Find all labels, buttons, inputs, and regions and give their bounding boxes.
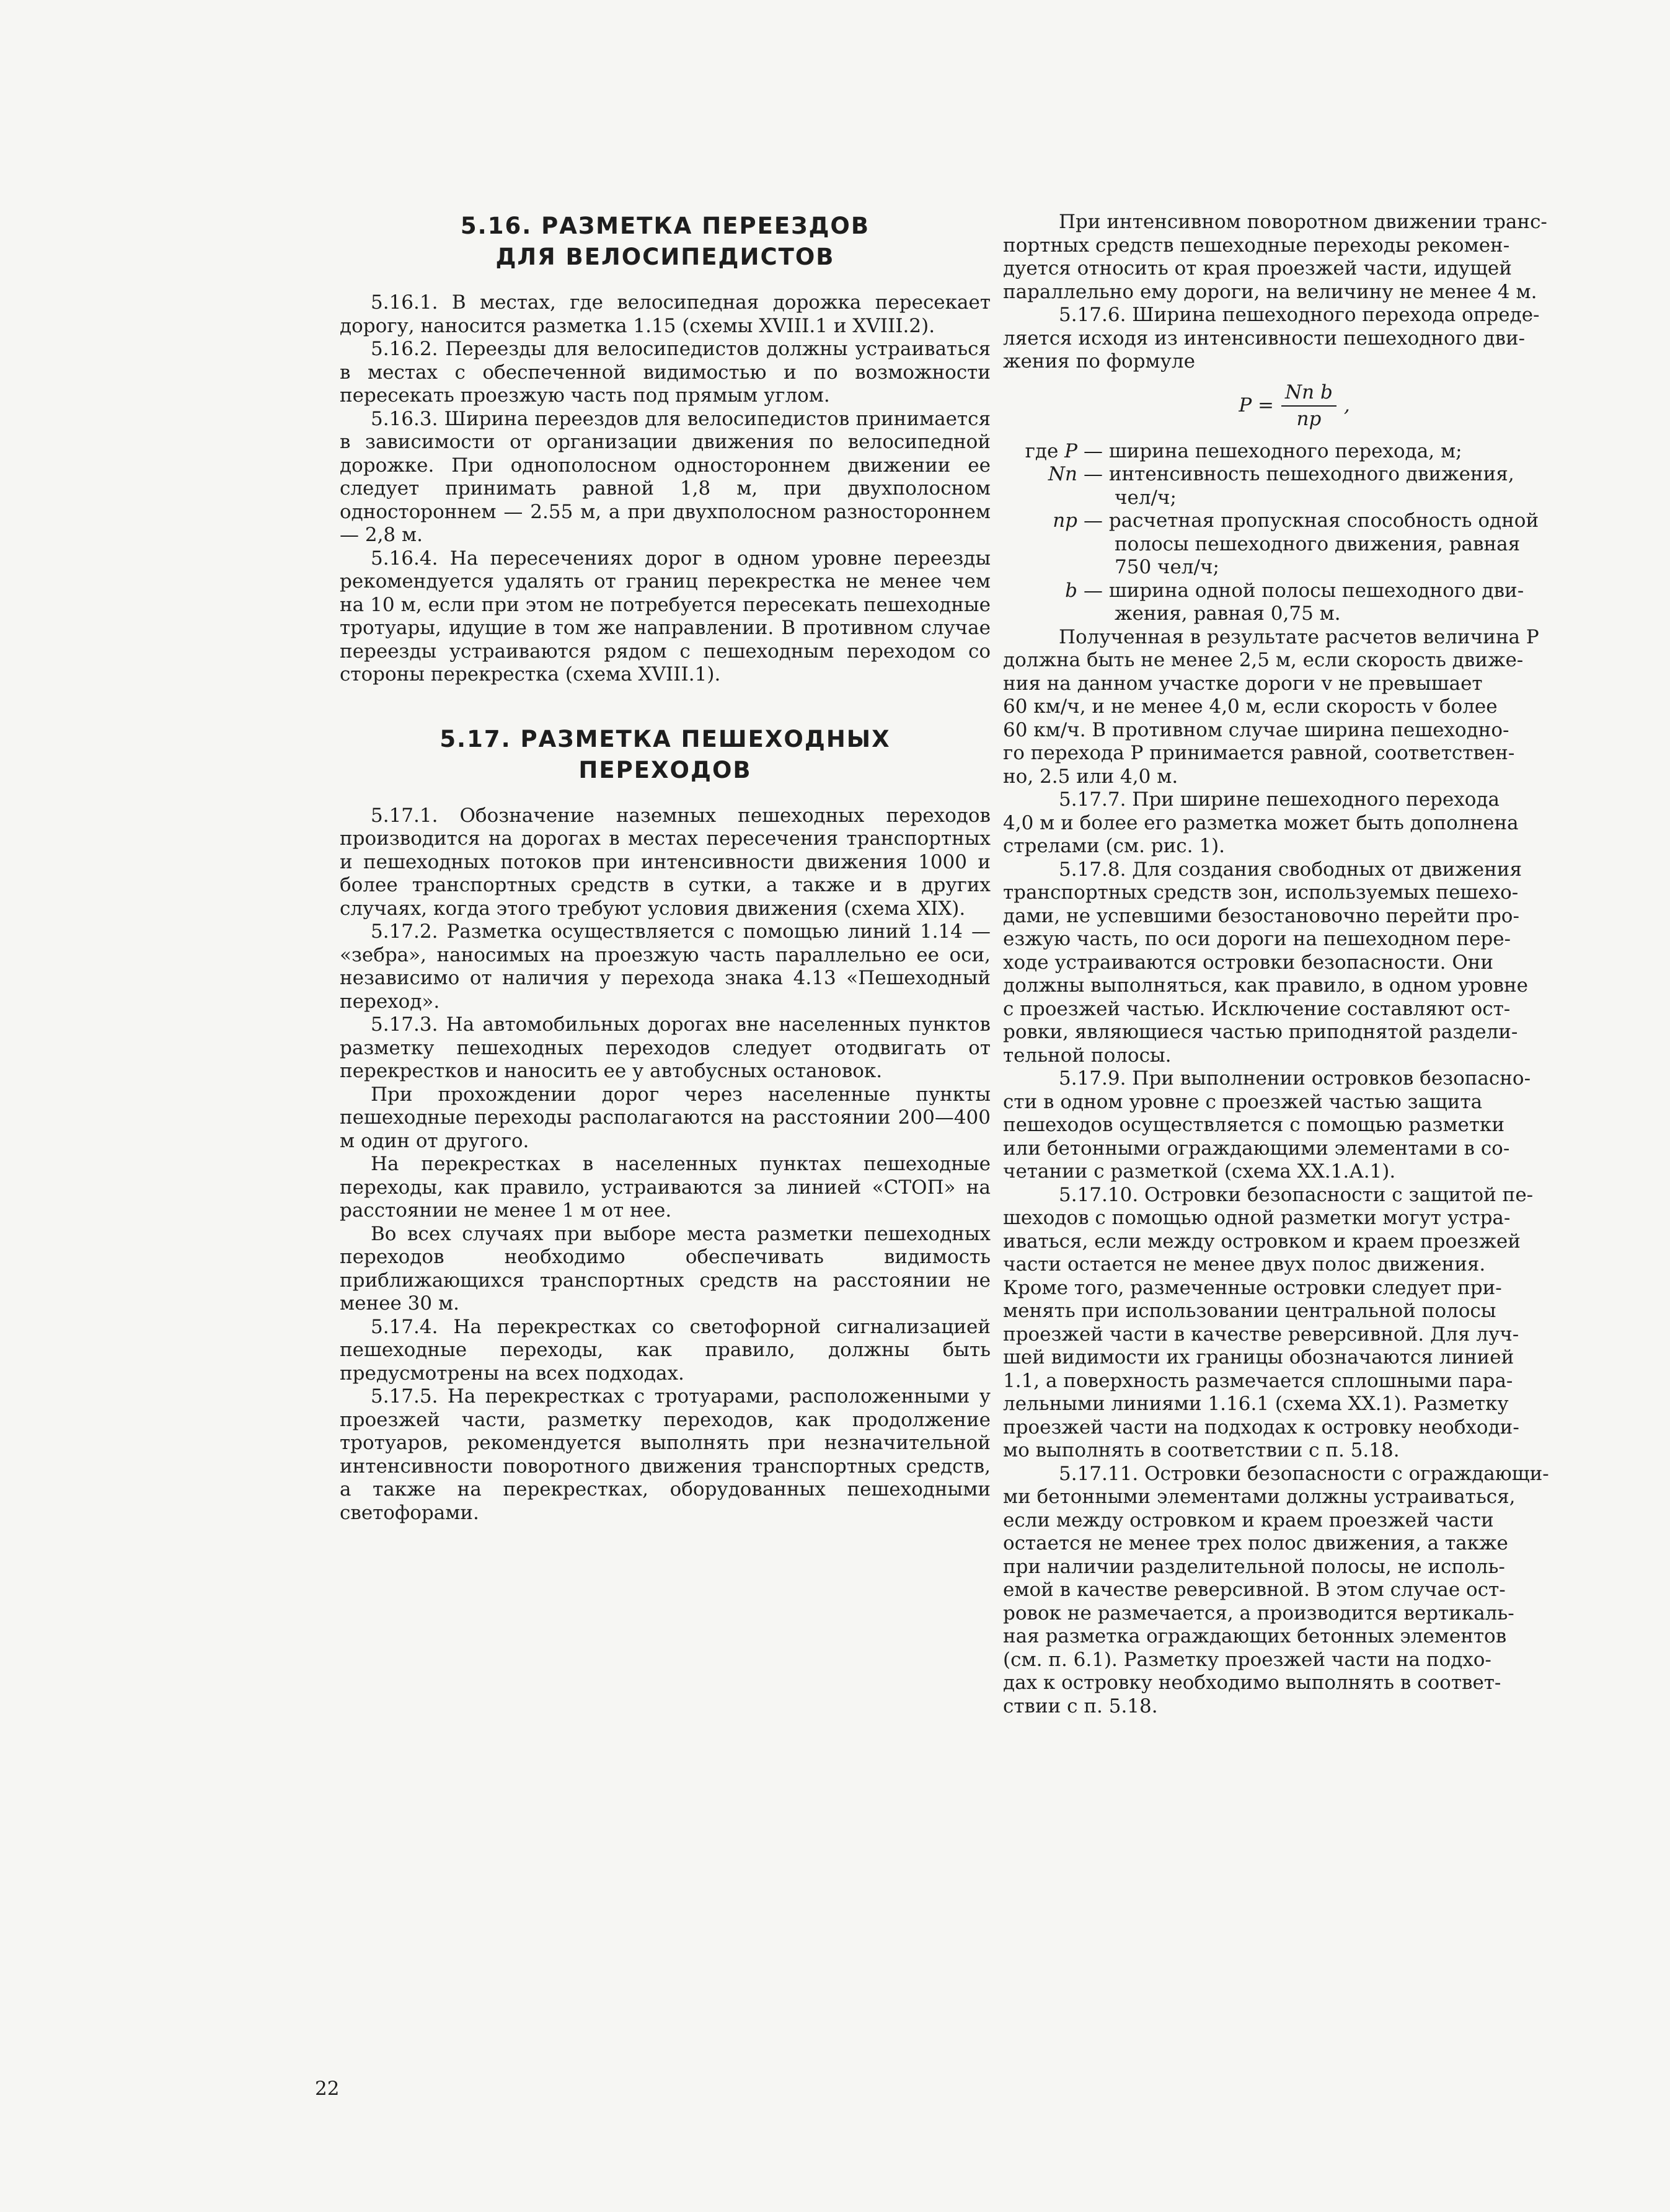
width-formula bbox=[1201, 381, 1387, 431]
text-line: остается не менее трех полос движения, а также bbox=[1003, 1532, 1508, 1554]
heading-line: ДЛЯ ВЕЛОСИПЕДИСТОВ bbox=[495, 244, 835, 270]
text-line: иваться, если между островком и краем проезжей bbox=[1003, 1230, 1521, 1253]
paragraph-5-17-3: 5.17.3. На автомобильных дорогах вне населенных пунктов разметку пешеходных переходов следует отодвигать от перекрестков и наносить ее у автобусных остановок. bbox=[340, 1013, 991, 1082]
text-line: 5.17.9. При выполнении островков безопасно- bbox=[1059, 1067, 1531, 1090]
text-block bbox=[1003, 211, 1670, 304]
heading-line: 5.17. РАЗМЕТКА ПЕШЕХОДНЫХ bbox=[440, 725, 891, 752]
paragraph: При прохождении дорог через населенные пункты пешеходные переходы располагаются на расстоянии 200—400 м один от другого. bbox=[340, 1083, 991, 1152]
paragraph-5-17-1: 5.17.1. Обозначение наземных пешеходных переходов производится на дорогах в местах пересечения транспортных и пешеходных потоков при интенсивности движения 1000 и более транспортных средств в сутки, а также и в других случаях, когда этого требуют условия движения (схема XIX). bbox=[340, 804, 991, 920]
text-line: при наличии разделительной полосы, не исполь- bbox=[1003, 1555, 1505, 1578]
formula-trail: , bbox=[1343, 394, 1350, 417]
text-line: 60 км/ч. В противном случае ширина пешеходно- bbox=[1003, 718, 1509, 741]
text-line: параллельно ему дороги, на величину не менее 4 м. bbox=[1003, 280, 1537, 303]
text-line: если между островком и краем проезжей части bbox=[1003, 1509, 1494, 1531]
text-line: 4,0 м и более его разметка может быть дополнена bbox=[1003, 811, 1519, 834]
text-block bbox=[1003, 1463, 1670, 1719]
text-line: портных средств пешеходные переходы рекомен- bbox=[1003, 234, 1510, 257]
definition-text: — расчетная пропускная способность одной bbox=[1084, 509, 1539, 532]
text-line: жения по формуле bbox=[1003, 350, 1195, 372]
definition-symbol bbox=[1003, 463, 1084, 487]
text-line: емой в качестве реверсивной. В этом случае ост- bbox=[1003, 1579, 1506, 1601]
text-line: ровок не размечается, а производится вертикаль- bbox=[1003, 1602, 1514, 1624]
definition-indent bbox=[1003, 602, 1115, 626]
definition-lead: где bbox=[1025, 439, 1065, 462]
text-line: При интенсивном поворотном движении транс- bbox=[1059, 211, 1547, 233]
text-line: тельной полосы. bbox=[1003, 1044, 1172, 1067]
text-line: 5.17.6. Ширина пешеходного перехода опреде- bbox=[1059, 304, 1540, 326]
text-line: езжую часть, по оси дороги на пешеходном пере- bbox=[1003, 928, 1511, 950]
text-line: 5.17.10. Островки безопасности с защитой пе- bbox=[1059, 1183, 1534, 1206]
text-block bbox=[1003, 1184, 1670, 1463]
definition-text: — ширина одной полосы пешеходного дви- bbox=[1084, 579, 1524, 602]
paragraph: На перекрестках в населенных пунктах пешеходные переходы, как правило, устраиваются за линией «СТОП» на расстоянии не менее 1 м от нее. bbox=[340, 1153, 991, 1222]
text-line: части остается не менее двух полос движения. bbox=[1003, 1253, 1486, 1276]
text-line: менять при использовании центральной полосы bbox=[1003, 1300, 1496, 1322]
definition-row bbox=[1003, 440, 1670, 464]
paragraph-5-16-2: 5.16.2. Переезды для велосипедистов должны устраиваться в местах с обеспеченной видимостью и по возможности пересекать проезжую часть под прямым углом. bbox=[340, 338, 991, 407]
text-line: или бетонными ограждающими элементами в со- bbox=[1003, 1137, 1510, 1160]
text-block bbox=[1003, 788, 1670, 858]
definition-indent bbox=[1003, 533, 1115, 557]
definition-symbol bbox=[1003, 579, 1084, 603]
text-line: ходе устраиваются островки безопасности. Они bbox=[1003, 951, 1494, 974]
text-line: четании с разметкой (схема XX.1.А.1). bbox=[1003, 1160, 1396, 1183]
text-line: 1.1, а поверхность размечается сплошными пара- bbox=[1003, 1369, 1513, 1392]
text-line: ния на данном участке дороги v не превышает bbox=[1003, 672, 1483, 695]
definition-indent bbox=[1003, 487, 1115, 510]
text-line: проезжей части на подходах к островку необходи- bbox=[1003, 1416, 1519, 1439]
definition-symbol bbox=[1003, 440, 1084, 464]
section-heading-5-17 bbox=[340, 724, 991, 786]
formula-definitions bbox=[1003, 440, 1670, 626]
paragraph-5-16-3: 5.16.3. Ширина переездов для велосипедистов принимается в зависимости от организации движения по велосипедной дорожке. При однополосном одностороннем движении ее следует принимать равной 1,8 м, при двухполосном одностороннем — 2.55 м, а при двухполосном разностороннем — 2,8 м. bbox=[340, 407, 991, 546]
symbol-text: Nп bbox=[1048, 463, 1077, 485]
heading-line: 5.16. РАЗМЕТКА ПЕРЕЕЗДОВ bbox=[460, 213, 870, 239]
text-line: стрелами (см. рис. 1). bbox=[1003, 835, 1226, 857]
definition-row bbox=[1003, 579, 1670, 603]
paragraph: Во всех случаях при выборе места разметки пешеходных переходов необходимо обеспечивать видимость приближающихся транспортных средств на расстоянии не менее 30 м. bbox=[340, 1222, 991, 1315]
text-line: Полученная в результате расчетов величина P bbox=[1059, 625, 1539, 648]
text-block bbox=[1003, 858, 1670, 1068]
formula-fraction bbox=[1281, 381, 1336, 431]
text-line: Кроме того, размеченные островки следует при- bbox=[1003, 1276, 1502, 1299]
text-line: ми бетонными элементами должны устраиваться, bbox=[1003, 1486, 1516, 1508]
definition-text: — ширина пешеходного перехода, м; bbox=[1084, 439, 1462, 462]
text-line: но, 2.5 или 4,0 м. bbox=[1003, 765, 1178, 788]
page-number: 22 bbox=[315, 2078, 340, 2100]
text-line: ляется исходя из интенсивности пешеходного дви- bbox=[1003, 327, 1526, 350]
text-line: сти в одном уровне с проезжей частью защита bbox=[1003, 1090, 1483, 1113]
formula-denominator: nр bbox=[1296, 408, 1322, 430]
text-line: должна быть не менее 2,5 м, если скорость движе- bbox=[1003, 649, 1524, 671]
text-line: го перехода P принимается равной, соответствен- bbox=[1003, 742, 1515, 764]
text-line: должны выполняться, как правило, в одном уровне bbox=[1003, 974, 1528, 997]
definition-continuation bbox=[1003, 602, 1670, 626]
text-line: лельными линиями 1.16.1 (схема XX.1). Разметку bbox=[1003, 1393, 1509, 1415]
text-block bbox=[1003, 626, 1670, 789]
text-line: дами, не успевшими безостановочно перейти про- bbox=[1003, 904, 1519, 927]
text-line: 5.17.7. При ширине пешеходного перехода bbox=[1059, 788, 1500, 811]
text-line: 5.17.11. Островки безопасности с ограждающи- bbox=[1059, 1462, 1549, 1485]
symbol-text: nр bbox=[1053, 509, 1077, 532]
text-line: дах к островку необходимо выполнять в соответ- bbox=[1003, 1672, 1501, 1694]
text-line: шей видимости их границы обозначаются линией bbox=[1003, 1346, 1514, 1368]
definition-indent bbox=[1003, 556, 1115, 579]
definition-text: чел/ч; bbox=[1115, 486, 1177, 509]
definition-text: 750 чел/ч; bbox=[1115, 556, 1219, 578]
definition-text: жения, равная 0,75 м. bbox=[1115, 602, 1341, 625]
text-line: с проезжей частью. Исключение составляют ост- bbox=[1003, 997, 1511, 1020]
definition-row bbox=[1003, 463, 1670, 487]
symbol-text: b bbox=[1065, 579, 1077, 602]
text-block bbox=[1003, 304, 1670, 374]
paragraph-5-17-5: 5.17.5. На перекрестках с тротуарами, расположенными у проезжей части, разметку переходов, как продолжение тротуаров, рекомендуется выполнять при незначительной интенсивности поворотного движения транспортных средств, а также на перекрестках, оборудованных пешеходными светофорами. bbox=[340, 1385, 991, 1524]
section-heading-5-16 bbox=[340, 211, 991, 273]
definition-continuation bbox=[1003, 533, 1670, 557]
definition-symbol bbox=[1003, 509, 1084, 533]
text-line: проезжей части в качестве реверсивной. Для луч- bbox=[1003, 1323, 1519, 1346]
text-line: 5.17.8. Для создания свободных от движения bbox=[1059, 858, 1522, 881]
text-line: транспортных средств зон, используемых пешехо- bbox=[1003, 881, 1519, 904]
formula-lhs: P = bbox=[1239, 394, 1275, 417]
definition-text: полосы пешеходного движения, равная bbox=[1115, 532, 1521, 555]
formula-numerator: Nп b bbox=[1281, 381, 1336, 407]
paragraph-5-16-4: 5.16.4. На пересечениях дорог в одном уровне переезды рекомендуется удалять от границ перекрестка не менее чем на 10 м, если при этом не потребуется пересекать пешеходные тротуары, идущие в том же направлении. В противном случае переезды устраиваются рядом с пешеходным переходом со стороны перекрестка (схема XVIII.1). bbox=[340, 547, 991, 685]
right-column bbox=[1003, 211, 1670, 1718]
text-line: (см. п. 6.1). Разметку проезжей части на подхо- bbox=[1003, 1648, 1491, 1671]
heading-line: ПЕРЕХОДОВ bbox=[578, 756, 752, 783]
text-line: ровки, являющиеся частью приподнятой раздели- bbox=[1003, 1021, 1518, 1043]
paragraph-5-16-1: 5.16.1. В местах, где велосипедная дорожка пересекает дорогу, наносится разметка 1.15 (схемы XVIII.1 и XVIII.2). bbox=[340, 291, 991, 337]
text-block bbox=[1003, 1067, 1670, 1184]
text-line: мо выполнять в соответствии с п. 5.18. bbox=[1003, 1439, 1400, 1461]
text-line: пешеходов осуществляется с помощью разметки bbox=[1003, 1114, 1505, 1136]
text-line: дуется относить от края проезжей части, идущей bbox=[1003, 257, 1512, 280]
definition-row bbox=[1003, 509, 1670, 533]
left-column bbox=[340, 211, 991, 1525]
paragraph-5-17-4: 5.17.4. На перекрестках со светофорной сигнализацией пешеходные переходы, как правило, должны быть предусмотрены на всех подходах. bbox=[340, 1315, 991, 1385]
paragraph-5-17-2: 5.17.2. Разметка осуществляется с помощью линий 1.14 — «зебра», наносимых на проезжую часть параллельно ее оси, независимо от наличия у перехода знака 4.13 «Пешеходный переход». bbox=[340, 920, 991, 1013]
symbol-text: P bbox=[1064, 439, 1077, 462]
definition-text: — интенсивность пешеходного движения, bbox=[1084, 463, 1514, 485]
text-line: 60 км/ч, и не менее 4,0 м, если скорость v более bbox=[1003, 695, 1498, 718]
definition-continuation bbox=[1003, 556, 1670, 579]
definition-continuation bbox=[1003, 487, 1670, 510]
text-line: ствии с п. 5.18. bbox=[1003, 1694, 1158, 1717]
text-line: ная разметка ограждающих бетонных элементов bbox=[1003, 1625, 1507, 1647]
text-line: шеходов с помощью одной разметки могут устра- bbox=[1003, 1207, 1511, 1229]
